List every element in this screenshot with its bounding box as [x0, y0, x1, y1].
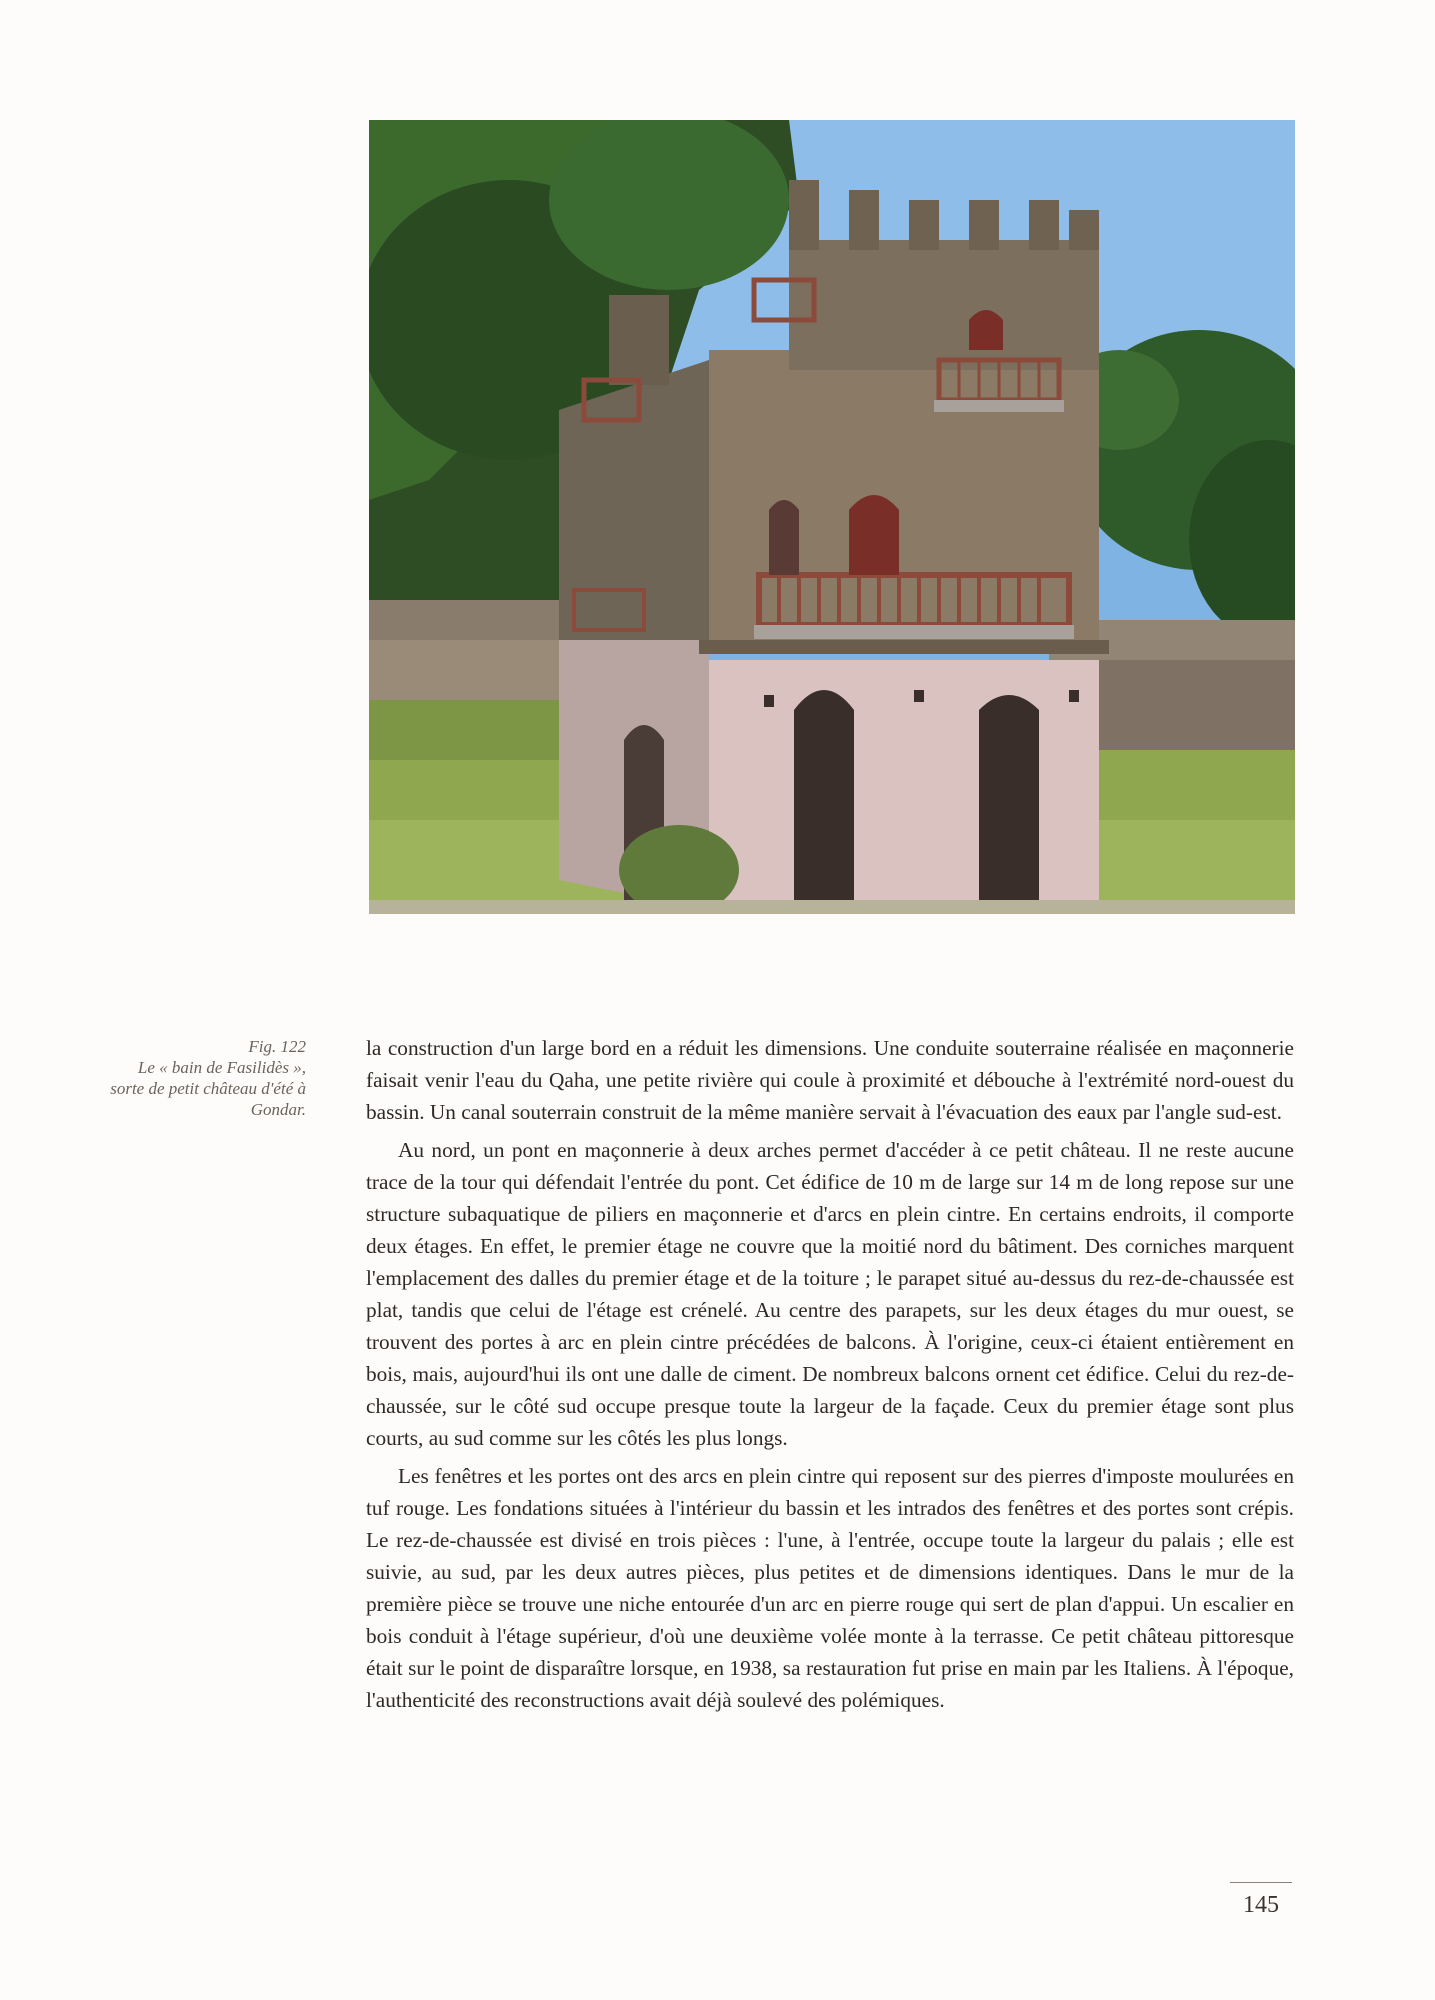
paragraph-3: Les fenêtres et les portes ont des arcs en plein cintre qui reposent sur des pierres d'imposte moulurées en tuf rouge. Les fondations situées à l'intérieur du bassin et les intrados des fenêtres et des portes sont crépis. Le rez-de-chaussée est divisé en trois pièces : l'une, à l'entrée, occupe toute la largeur du palais ; elle est suivie, au sud, par les deux autres pièces, plus petites et de dimensions identiques. Dans le mur de la première pièce se trouve une niche entourée d'un arc en pierre rouge qui sert de plan d'appui. Un escalier en bois conduit à l'étage supérieur, d'où une deuxième volée monte à la terrasse. Ce petit château pittoresque était sur le point de disparaître lorsque, en 1938, sa restauration fut prise en main par les Italiens. À l'époque, l'authenticité des reconstructions avait déjà soulevé des polémiques.	[366, 1464, 1294, 1712]
figure-caption-text: Le « bain de Fasilidès », sorte de petit château d'été à Gondar.	[110, 1058, 306, 1119]
page-number: 145	[1243, 1892, 1279, 1918]
body-text	[366, 1032, 1294, 1722]
building-photo-illustration	[369, 120, 1295, 914]
paragraph-1: la construction d'un large bord en a réduit les dimensions. Une conduite souterraine réalisée en maçonnerie faisait venir l'eau du Qaha, une petite rivière qui coule à proximité et débouche à l'extrémité nord-ouest du bassin. Un canal souterrain construit de la même manière servait à l'évacuation des eaux par l'angle sud-est.	[366, 1036, 1294, 1124]
page-number-rule	[1230, 1882, 1292, 1883]
figure-number: Fig. 122	[248, 1037, 306, 1056]
figure-caption	[100, 1036, 306, 1120]
building-photo	[369, 120, 1295, 914]
paragraph-2: Au nord, un pont en maçonnerie à deux arches permet d'accéder à ce petit château. Il ne reste aucune trace de la tour qui défendait l'entrée du pont. Cet édifice de 10 m de large sur 14 m de long repose sur une structure subaquatique de piliers en maçonnerie et d'arcs en plein cintre. En certains endroits, il comporte deux étages. En effet, le premier étage ne couvre que la moitié nord du bâtiment. Des corniches marquent l'emplacement des dalles du premier étage et de la toiture ; le parapet situé au-dessus du rez-de-chaussée est plat, tandis que celui de l'étage est crénelé. Au centre des parapets, sur les deux étages du mur ouest, se trouvent des portes à arc en plein cintre précédées de balcons. À l'origine, ceux-ci étaient entièrement en bois, mais, aujourd'hui ils ont une dalle de ciment. De nombreux balcons ornent cet édifice. Celui du rez-de-chaussée, sur le côté sud occupe presque toute la largeur de la façade. Ceux du premier étage sont plus courts, au sud comme sur les côtés les plus longs.	[366, 1138, 1294, 1450]
